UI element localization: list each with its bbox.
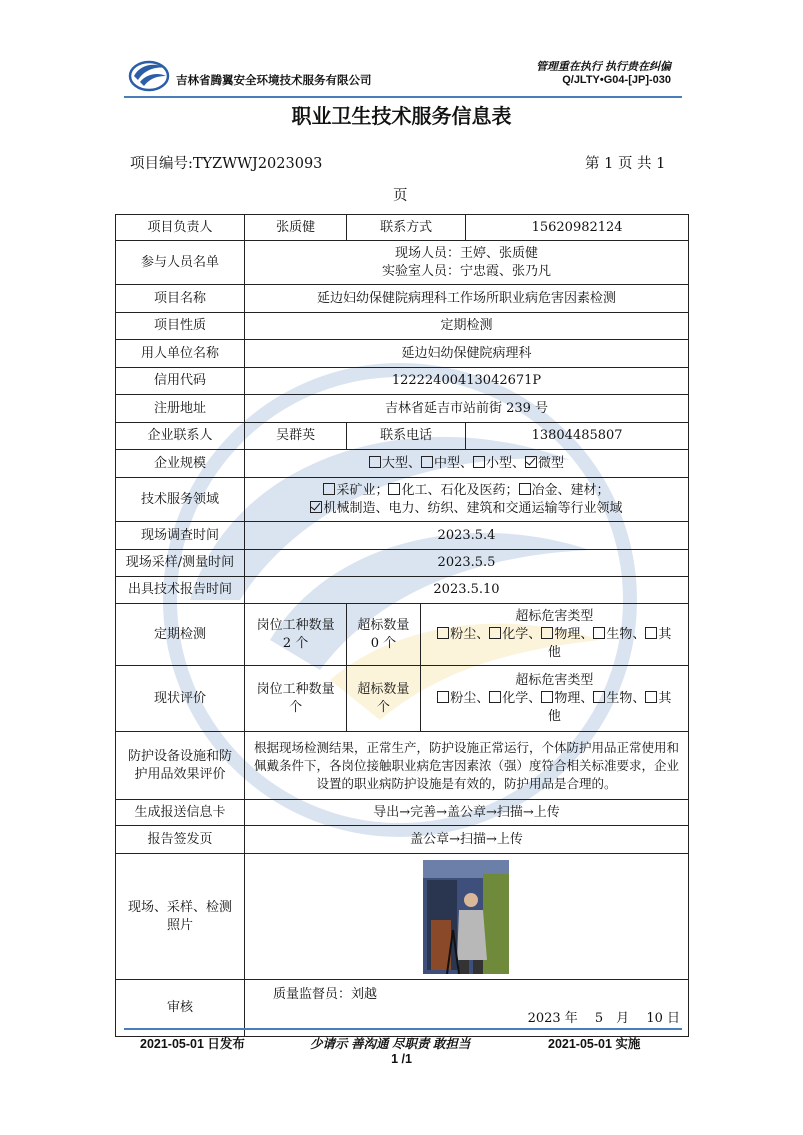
row-label-line: 防护设备设施和防	[127, 748, 232, 764]
contact-phone: 13804485807	[466, 423, 689, 450]
row-label: 注册地址	[116, 395, 245, 423]
protection-evaluation: 根据现场检测结果，正常生产，防护设施正常运行，个体防护用品正常使用和佩戴条件下，各岗位接触职业病危害因素浓（强）度符合相关标准要求，企业设置的职业病防护设施是有效的，防护用品是合理的。	[244, 732, 688, 800]
table-row	[116, 478, 689, 522]
over-count	[347, 604, 420, 666]
project-nature: 定期检测	[244, 313, 688, 340]
photo-cell	[244, 854, 688, 980]
row-label: 项目性质	[116, 313, 245, 340]
row-label: 企业规模	[116, 450, 245, 478]
cell-value: 个	[376, 699, 390, 715]
cell-label: 岗位工种数量	[256, 617, 335, 633]
row-label-line: 现场、采样、检测	[127, 899, 232, 915]
row-label: 定期检测	[116, 604, 245, 666]
row-label: 生成报送信息卡	[116, 800, 245, 826]
row-label: 出具技术报告时间	[116, 577, 245, 604]
option-label: 生物、	[606, 690, 646, 706]
row-label: 项目名称	[116, 285, 245, 313]
option-label: 其	[658, 626, 672, 642]
option-label: 化学、	[502, 690, 542, 706]
info-card-steps: 导出→完善→盖公章→扫描→上传	[244, 800, 688, 826]
table-row	[116, 215, 689, 241]
checkbox-mining[interactable]	[323, 483, 335, 495]
row-label: 联系方式	[347, 215, 466, 241]
over-count	[347, 666, 420, 732]
row-label: 信用代码	[116, 368, 245, 395]
checkbox-physics[interactable]	[541, 691, 553, 703]
quality-supervisor: 质量监督员：刘越	[272, 987, 377, 1002]
signoff-steps: 盖公章→扫描→上传	[244, 826, 688, 854]
project-name: 延边妇幼保健院病理科工作场所职业病危害因素检测	[244, 285, 688, 313]
table-row	[116, 340, 689, 368]
row-label: 项目负责人	[116, 215, 245, 241]
option-label: 物理、	[554, 690, 594, 706]
table-row	[116, 732, 689, 800]
option-label: 粉尘、	[450, 626, 490, 642]
option-label: 采矿业；	[336, 482, 389, 498]
page-title: 职业卫生技术服务信息表	[291, 104, 512, 128]
checkbox-other[interactable]	[645, 691, 657, 703]
checkbox-physics[interactable]	[541, 627, 553, 639]
cell-label: 超标危害类型	[515, 608, 594, 624]
row-label-line: 护用品效果评价	[134, 766, 226, 782]
report-date: 2023.5.10	[244, 577, 688, 604]
checkbox-chemical[interactable]	[388, 483, 400, 495]
table-row	[116, 854, 689, 980]
checkbox-biology[interactable]	[593, 627, 605, 639]
row-label	[116, 732, 245, 800]
option-label: 他	[547, 708, 561, 724]
table-row	[116, 423, 689, 450]
checkbox-large[interactable]	[369, 456, 381, 468]
option-label: 中型、	[433, 455, 473, 471]
registered-address: 吉林省延吉市站前街 239 号	[244, 395, 688, 423]
table-row	[116, 604, 689, 666]
site-photo	[423, 860, 509, 974]
employer-name: 延边妇幼保健院病理科	[244, 340, 688, 368]
page-info: 第 1 页 共 1	[585, 156, 666, 172]
info-table	[115, 214, 689, 1037]
company-name: 吉林省腾翼安全环境技术服务有限公司	[176, 75, 372, 87]
posts-count	[244, 604, 346, 666]
option-label: 微型	[538, 455, 565, 471]
checkbox-dust[interactable]	[437, 627, 449, 639]
option-label: 冶金、建材；	[531, 482, 610, 498]
checkbox-micro[interactable]	[525, 456, 537, 468]
project-leader: 张质健	[244, 215, 346, 241]
leader-phone: 15620982124	[466, 215, 689, 241]
checkbox-medium[interactable]	[421, 456, 433, 468]
credit-code: 12222400413042671P	[244, 368, 688, 395]
row-label: 现场调查时间	[116, 522, 245, 550]
table-row	[116, 666, 689, 732]
sampling-date: 2023.5.5	[244, 550, 688, 577]
row-label: 参与人员名单	[116, 241, 245, 285]
option-label: 化工、石化及医药；	[401, 482, 519, 498]
table-row	[116, 550, 689, 577]
row-label-line: 照片	[166, 917, 193, 933]
participants	[244, 241, 688, 285]
option-label: 化学、	[502, 626, 542, 642]
checkbox-machinery[interactable]	[310, 501, 322, 513]
header-divider	[124, 96, 682, 98]
option-label: 物理、	[554, 626, 594, 642]
option-label: 大型、	[381, 455, 421, 471]
posts-count	[244, 666, 346, 732]
checkbox-dust[interactable]	[437, 691, 449, 703]
hazard-types	[420, 666, 688, 732]
checkbox-chemistry[interactable]	[489, 691, 501, 703]
footer-divider	[124, 1028, 682, 1030]
implement-date: 2021-05-01 实施	[548, 1037, 641, 1051]
table-row	[116, 522, 689, 550]
cell-label: 岗位工种数量	[256, 681, 335, 697]
table-row	[116, 395, 689, 423]
table-row	[116, 800, 689, 826]
option-label: 其	[658, 690, 672, 706]
row-label: 审核	[116, 980, 245, 1037]
company-logo	[128, 56, 170, 92]
checkbox-biology[interactable]	[593, 691, 605, 703]
row-label: 用人单位名称	[116, 340, 245, 368]
row-label: 现场采样/测量时间	[116, 550, 245, 577]
cell-label: 超标危害类型	[515, 672, 594, 688]
checkbox-chemistry[interactable]	[489, 627, 501, 639]
publish-date: 2021-05-01 日发布	[140, 1037, 245, 1051]
project-number: 项目编号:TYZWWJ2023093	[130, 156, 323, 172]
option-label: 小型、	[485, 455, 525, 471]
table-row	[116, 241, 689, 285]
table-row	[116, 368, 689, 395]
document-code: Q/JLTY•G04-[JP]-030	[562, 74, 671, 86]
cell-value: 2 个	[282, 635, 309, 651]
option-label: 他	[547, 644, 561, 660]
option-label: 机械制造、电力、纺织、建筑和交通运输等行业领域	[323, 500, 623, 516]
cell-label: 超标数量	[357, 681, 410, 697]
table-row	[116, 826, 689, 854]
cell-value: 个	[289, 699, 303, 715]
checkbox-small[interactable]	[473, 456, 485, 468]
row-label: 联系电话	[347, 423, 466, 450]
footer-motto: 少请示 善沟通 尽职责 敢担当	[310, 1037, 471, 1051]
survey-date: 2023.5.4	[244, 522, 688, 550]
company-contact: 吴群英	[244, 423, 346, 450]
row-label: 现状评价	[116, 666, 245, 732]
table-row	[116, 313, 689, 340]
table-row	[116, 450, 689, 478]
option-label: 粉尘、	[450, 690, 490, 706]
page-number: 1 /1	[391, 1052, 412, 1066]
row-label	[116, 854, 245, 980]
participants-lab: 实验室人员：宁忠霞、张乃凡	[381, 263, 551, 279]
checkbox-metallurgy[interactable]	[519, 483, 531, 495]
option-label: 生物、	[606, 626, 646, 642]
checkbox-other[interactable]	[645, 627, 657, 639]
participants-field: 现场人员：王婷、张质健	[394, 245, 538, 261]
row-label: 报告签发页	[116, 826, 245, 854]
page-info-end: 页	[393, 188, 408, 204]
table-row	[116, 577, 689, 604]
audit-date: 2023 年 5 月 10 日	[527, 1011, 680, 1026]
hazard-types	[420, 604, 688, 666]
table-row	[116, 285, 689, 313]
cell-label: 超标数量	[357, 617, 410, 633]
row-label: 企业联系人	[116, 423, 245, 450]
service-field	[244, 478, 688, 522]
company-scale	[244, 450, 688, 478]
row-label: 技术服务领域	[116, 478, 245, 522]
cell-value: 0 个	[370, 635, 397, 651]
header-slogan: 管理重在执行 执行贵在纠偏	[535, 61, 671, 73]
